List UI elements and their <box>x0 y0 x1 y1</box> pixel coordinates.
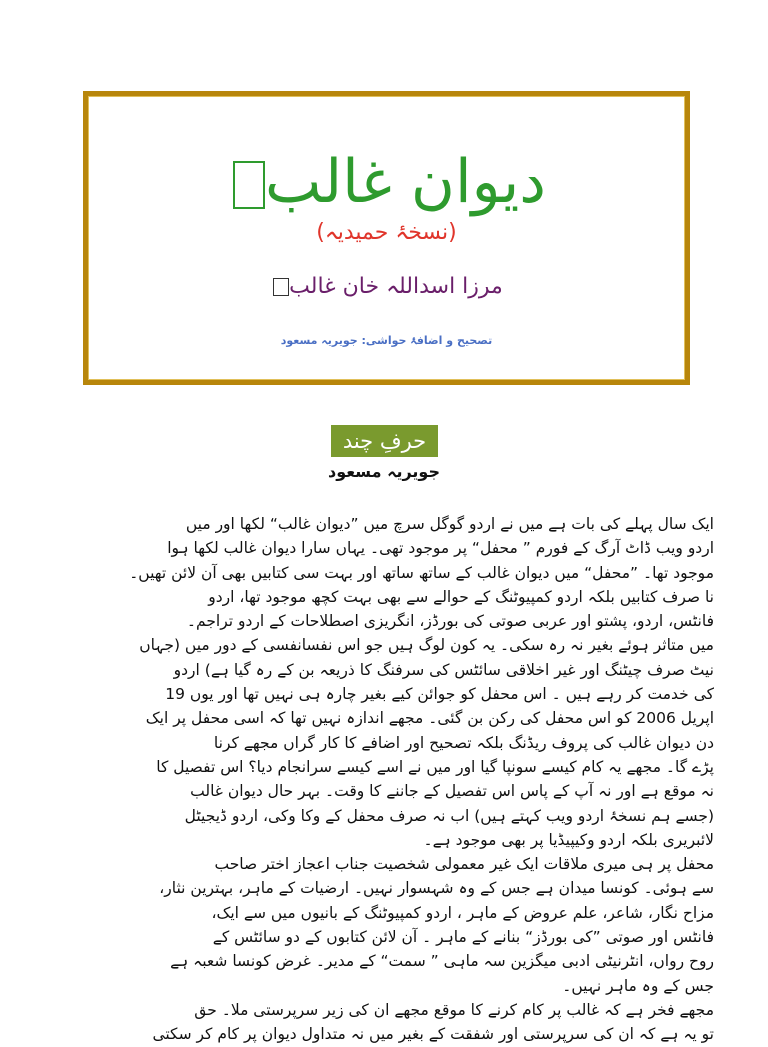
body-line: دن دیوان غالب کی پروف ریڈنگ بلکہ تصحیح اور اضافے کا کار گراں مجھے کرنا <box>213 733 714 752</box>
body-line: ایک سال پہلے کی بات ہے میں نے اردو گوگل سرچ میں ”دیوان غالب“ لکھا اور میں <box>185 515 714 533</box>
body-line: نہ موقع ہے اور نہ آپ کے پاس اس تفصیل کے جاننے کا وقت۔ بہر حال دیوان غالب <box>190 782 714 801</box>
body-text <box>96 512 714 1047</box>
body-line: محفل پر ہی میری ملاقات ایک غیر معمولی شخصیت جناب اعجاز اختر صاحب <box>214 855 714 874</box>
body-line: نیٹ صرف چیٹنگ اور غیر اخلاقی سائٹس کی سرفنگ کا ذریعہ بن کے رہ گیا ہے) اردو <box>173 660 714 679</box>
body-line: اردو ویب ڈاٹ آرگ کے فورم ” محفل“ پر موجود تھی۔ یہاں سارا دیوان غالب لکھا ہوا <box>167 539 714 558</box>
title-box <box>83 91 690 385</box>
body-line: پڑے گا۔ مجھے یہ کام کیسے سونپا گیا اور میں نے اسے کیسے سرانجام دیا؟ اس تفصیل کا <box>156 757 714 776</box>
book-title-text: دیوان غالب <box>264 147 547 217</box>
book-subtitle: (نسخۂ حمیدیہ) <box>316 220 457 245</box>
section-heading: حرفِ چند <box>331 425 438 457</box>
section-byline: جویریہ مسعود <box>328 462 440 481</box>
missing-glyph-icon <box>233 161 265 209</box>
body-line: مزاح نگار، شاعر، علم عروض کے ماہر ، اردو کمپیوٹنگ کے بانیوں میں سے ایک، <box>211 903 714 922</box>
body-line: میں متاثر ہوئے بغیر نہ رہ سکی۔ یہ کون لوگ ہیں جو اس نفسانفسی کے دور میں (جہاں <box>139 636 714 655</box>
body-line: روح رواں، انٹرنیٹی ادبی میگزین سہ ماہی ” سمت“ کے مدیر۔ غرض کونسا شعبہ ہے <box>170 952 714 971</box>
body-line: سے ہوئی۔ کونسا میدان ہے جس کے وہ شہسوار نہیں۔ ارضیات کے ماہر، بہترین نثار، <box>159 879 714 898</box>
body-line: فانٹس، اردو، پشتو اور عربی صوتی کی بورڈز، انگریزی اصطلاحات کے اردو تراجم۔ <box>186 612 714 631</box>
book-title <box>88 147 685 217</box>
body-line: تو یہ ہے کہ ان کی سرپرستی اور شفقت کے بغیر میں نہ متداول دیوان پر کام کر سکتی <box>152 1025 714 1044</box>
body-line: (جسے ہم نسخۂ اردو ویب کہتے ہیں) اب نہ صرف محفل کے وکا وکی، اردو ڈیجیٹل <box>184 806 714 825</box>
book-author-text: مرزا اسداللہ خان غالب <box>289 274 503 299</box>
body-line: موجود تھا۔ ”محفل“ میں دیوان غالب کے ساتھ ساتھ اور بہت سی کتابیں بھی آن لائن تھیں۔ <box>129 563 714 582</box>
book-author <box>88 274 685 299</box>
body-line: کی خدمت کر رہے ہیں ۔ اس محفل کو جوائن کیے بغیر چارہ ہی نہیں تھا اور یوں 19 <box>165 685 714 704</box>
body-line: نا صرف کتابیں بلکہ اردو کمپیوٹنگ کے حوالے سے بھی بہت کچھ موجود تھا، اردو <box>208 587 714 606</box>
body-line: جس کے وہ ماہر نہیں۔ <box>562 976 714 995</box>
book-editor: تصحیح و اضافۂ حواشی: جویریہ مسعود <box>280 334 493 347</box>
body-line: فانٹس اور صوتی ”کی بورڈز“ بنانے کے ماہر ۔ آن لائن کتابوں کے دو سائٹس کے <box>212 928 714 947</box>
body-line: لائبریری بلکہ اردو وکیپیڈیا پر بھی موجود ہے۔ <box>423 830 714 849</box>
body-line: اپریل 2006 کو اس محفل کی رکن بن گئی۔ مجھے اندازہ نہیں تھا کہ اسی محفل پر ایک <box>145 709 714 728</box>
body-line: مجھے فخر ہے کہ غالب پر کام کرنے کا موقع مجھے ان کی زیر سرپرستی ملا۔ حق <box>194 1000 714 1019</box>
missing-glyph-icon <box>273 278 289 296</box>
